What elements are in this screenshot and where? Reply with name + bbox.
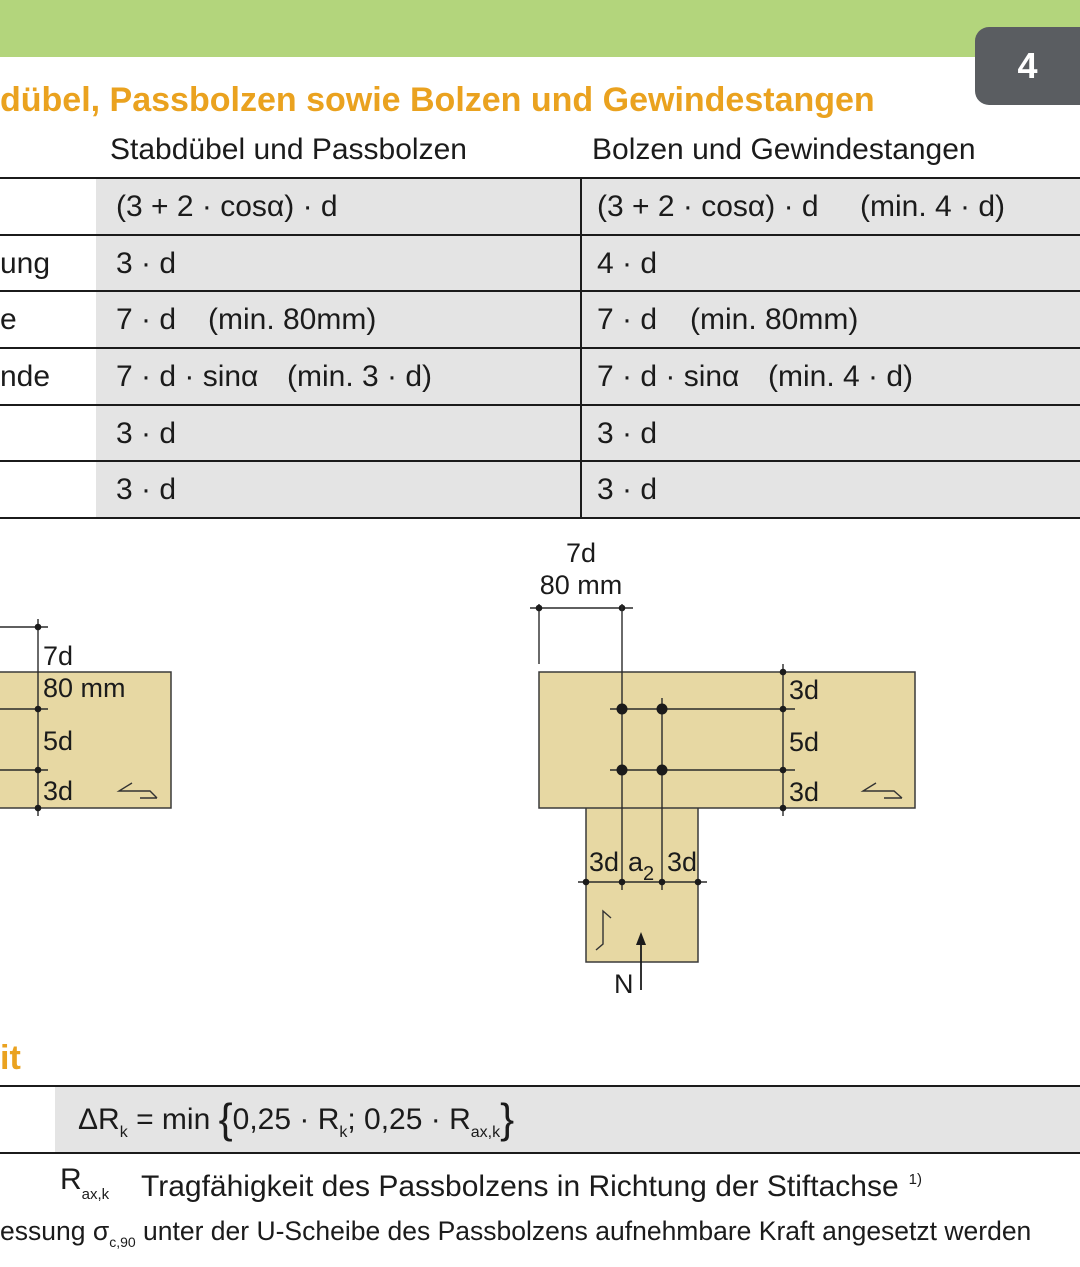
body-text: unter der U-Scheibe des Passbolzens aufnehmbare Kraft angesetzt werden (143, 1216, 1032, 1246)
dimension-dot (780, 669, 787, 676)
formula-lhs: ΔR (78, 1103, 120, 1136)
description-text: Tragfähigkeit des Passbolzens in Richtung der Stiftachse (141, 1170, 899, 1203)
cell-formula: 4 · d (597, 247, 658, 280)
cell-minimum: (min. 80mm) (208, 303, 377, 336)
cell-formula: 7 · d · sinα (597, 360, 740, 393)
fastener-point (617, 765, 628, 776)
cell-formula: 7 · d · sinα (116, 360, 259, 393)
dimension-dot (583, 879, 590, 886)
diagram-right (530, 538, 915, 999)
diagram-left (0, 619, 171, 816)
formula-brace: { (218, 1095, 233, 1142)
formula-operator: = min (136, 1103, 211, 1136)
cell-formula: 3 · d (116, 417, 177, 450)
cell-formula: 3 · d (597, 417, 658, 450)
dimension-dot (35, 624, 42, 631)
dimension-dot (35, 805, 42, 812)
force-label: N (614, 969, 634, 999)
cell-minimum: (min. 80mm) (690, 303, 859, 336)
table-cell (96, 406, 580, 461)
dimension-dot (780, 706, 787, 713)
dimension-label: 3d (43, 776, 74, 806)
section-title: dübel, Passbolzen sowie Bolzen und Gewindestangen (0, 81, 875, 119)
cell-formula: 7 · d (116, 303, 177, 336)
symbol-subscript: ax,k (81, 1186, 110, 1203)
table-cell (582, 292, 1080, 347)
fastener-point (657, 704, 668, 715)
row-label (0, 179, 96, 234)
table-cell (96, 236, 580, 291)
table-row (0, 234, 1080, 290)
cell-formula: (3 + 2 · cosα) · d (116, 190, 338, 223)
symbol-letter: σ (92, 1216, 110, 1246)
symbol-definition (0, 1163, 1080, 1203)
table-row (0, 347, 1080, 404)
dimension-label: 7d (565, 538, 597, 568)
dimension-dot (35, 706, 42, 713)
dimension-dot (619, 879, 626, 886)
row-label: nde (0, 349, 96, 404)
dimension-dot (695, 879, 702, 886)
table-cell (582, 349, 1080, 404)
cell-minimum: (min. 3 · d) (287, 360, 433, 393)
cell-formula: (3 + 2 · cosα) · d (597, 190, 819, 223)
formula-box (0, 1085, 1080, 1154)
symbol-letter: R (60, 1163, 82, 1196)
table-cell (582, 179, 1080, 234)
table-row (0, 290, 1080, 347)
column-header-stabduebel: Stabdübel und Passbolzen (110, 133, 467, 166)
table-cell (582, 462, 1080, 517)
dimension-label: a (628, 847, 644, 877)
connection-diagrams (0, 530, 1080, 1005)
timber-beam (539, 672, 915, 808)
row-label (0, 406, 96, 461)
dimension-label-subscript: 2 (643, 863, 655, 885)
formula-brace: } (500, 1095, 515, 1142)
cell-minimum: (min. 4 · d) (860, 190, 1006, 223)
formula-subscript: ax,k (470, 1124, 501, 1141)
cell-formula: 7 · d (597, 303, 658, 336)
row-label: e (0, 292, 96, 347)
cell-minimum: (min. 4 · d) (768, 360, 914, 393)
row-label (0, 462, 96, 517)
cell-formula: 3 · d (116, 473, 177, 506)
header-band (0, 0, 1080, 57)
formula-term: ; 0,25 · R (347, 1103, 471, 1136)
body-text-line (0, 1216, 1080, 1257)
dimension-label: 3d (789, 777, 820, 807)
formula-term: 0,25 · R (232, 1103, 340, 1136)
dimension-label: 7d (43, 641, 74, 671)
dimension-label: 3d (667, 847, 698, 877)
table-cell (96, 349, 580, 404)
row-label: ung (0, 236, 96, 291)
column-header-bolzen: Bolzen und Gewindestangen (592, 133, 976, 166)
dimension-dot (780, 767, 787, 774)
fastener-point (617, 704, 628, 715)
table-cell (96, 462, 580, 517)
symbol-subscript: c,90 (109, 1234, 136, 1250)
subsection-title: it (0, 1039, 21, 1077)
dimension-label: 80 mm (539, 570, 623, 600)
cell-formula: 3 · d (597, 473, 658, 506)
table-cell (582, 406, 1080, 461)
formula-subscript: k (119, 1124, 128, 1141)
fastener-point (657, 765, 668, 776)
table-cell (96, 179, 580, 234)
symbol (60, 1163, 109, 1212)
table-row (0, 404, 1080, 460)
chapter-tab (975, 27, 1080, 105)
dimension-label: 3d (589, 847, 620, 877)
footnote-mark: 1) (908, 1171, 922, 1188)
cell-formula: 3 · d (116, 247, 177, 280)
dimension-dot (659, 879, 666, 886)
dimension-label: 5d (43, 726, 74, 756)
dimension-dot (35, 767, 42, 774)
dimension-label: 80 mm (43, 673, 126, 703)
text-lead: essung (0, 1216, 86, 1246)
dimension-label: 5d (789, 727, 820, 757)
table-row (0, 177, 1080, 234)
symbol-description (141, 1163, 922, 1204)
table-row (0, 460, 1080, 519)
dimension-dot (780, 805, 787, 812)
table-cell (582, 236, 1080, 291)
dimension-dot (536, 605, 543, 612)
chapter-number: 4 (1017, 45, 1038, 86)
formula (78, 1087, 514, 1152)
formula-subscript: k (339, 1124, 348, 1141)
dimension-label: 3d (789, 675, 820, 705)
table-cell (96, 292, 580, 347)
